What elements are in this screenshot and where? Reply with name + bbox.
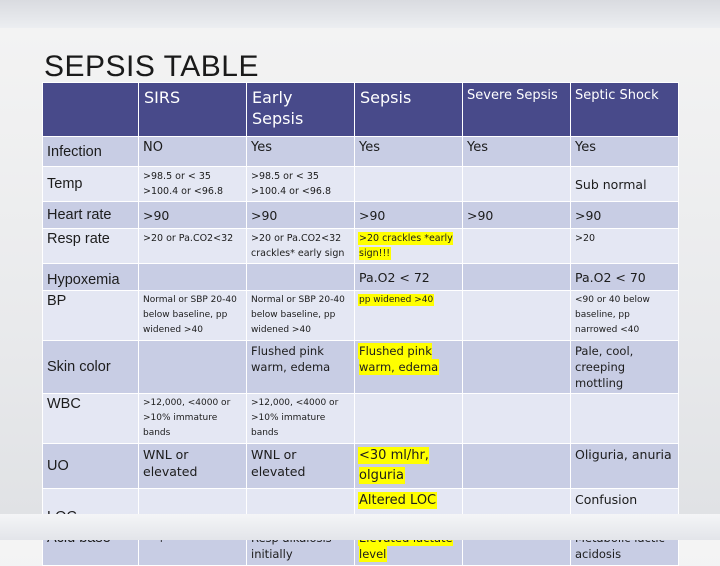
top-band (0, 0, 720, 28)
header-early-line2: Sepsis (252, 109, 304, 128)
cell-temp-severe (463, 167, 571, 202)
sepsis-loc-highlight: Altered LOC (359, 493, 437, 508)
row-label-wbc: WBC (43, 394, 139, 444)
cell-infection-early: Yes (247, 137, 355, 167)
table-row (43, 202, 679, 229)
cell-uo-sepsis (355, 444, 463, 489)
cell-hypoxemia-shock: Pa.O2 < 70 (571, 264, 679, 291)
header-early-sepsis (247, 83, 355, 137)
table-row (43, 264, 679, 291)
cell-wbc-severe (463, 394, 571, 444)
table-row (43, 341, 679, 394)
sepsis-skin-highlight: Flushed pink warm, edema (359, 344, 439, 374)
table-row (43, 229, 679, 264)
cell-infection-severe: Yes (463, 137, 571, 167)
cell-uo-early: WNL or elevated (247, 444, 355, 489)
cell-uo-sirs: WNL or elevated (139, 444, 247, 489)
table-row (43, 444, 679, 489)
cell-resp-rate-early: >20 or Pa.CO2<32 crackles* early sign (247, 229, 355, 264)
table-row (43, 167, 679, 202)
sepsis-table (42, 82, 679, 566)
cell-infection-sepsis: Yes (355, 137, 463, 167)
cell-hypoxemia-sepsis: Pa.O2 < 72 (355, 264, 463, 291)
sepsis-acid-highlight: level (359, 531, 453, 561)
sepsis-resp-highlight: >20 crackles *early sign!!! (359, 233, 453, 259)
cell-skin-sepsis (355, 341, 463, 394)
header-severe-sepsis: Severe Sepsis (463, 83, 571, 137)
cell-skin-shock: Pale, cool, creeping mottling (571, 341, 679, 394)
cell-temp-sepsis (355, 167, 463, 202)
table-header-row (43, 83, 679, 137)
cell-skin-severe (463, 341, 571, 394)
cell-heart-rate-early: >90 (247, 202, 355, 229)
row-label-skin-color: Skin color (43, 341, 139, 394)
cell-resp-rate-severe (463, 229, 571, 264)
slide-title: SEPSIS TABLE (44, 50, 259, 83)
sepsis-bp-highlight: pp widened >40 (359, 295, 434, 305)
row-label-hypoxemia: Hypoxemia (43, 264, 139, 291)
table-row (43, 394, 679, 444)
cell-temp-sirs: >98.5 or < 35 >100.4 or <96.8 (139, 167, 247, 202)
header-early-line1: Early (252, 88, 293, 107)
row-label-uo: UO (43, 444, 139, 489)
row-label-heart-rate: Heart rate (43, 202, 139, 229)
cell-heart-rate-sirs: >90 (139, 202, 247, 229)
row-label-resp-rate: Resp rate (43, 229, 139, 264)
table-row (43, 137, 679, 167)
cell-bp-shock: <90 or 40 below baseline, pp narrowed <40 (571, 291, 679, 341)
cell-hypoxemia-sirs (139, 264, 247, 291)
cell-acid-early: initially (247, 528, 355, 566)
cell-skin-early: Flushed pink warm, edema (247, 341, 355, 394)
cell-loc-shock: Confusion (571, 489, 679, 528)
cell-wbc-early: >12,000, <4000 or >10% immature bands (247, 394, 355, 444)
cell-resp-rate-sirs: >20 or Pa.CO2<32 (139, 229, 247, 264)
cell-hypoxemia-severe (463, 264, 571, 291)
cell-uo-severe (463, 444, 571, 489)
cell-bp-early: Normal or SBP 20-40 below baseline, pp widened >40 (247, 291, 355, 341)
cell-wbc-sepsis (355, 394, 463, 444)
cell-skin-sirs (139, 341, 247, 394)
header-corner (43, 83, 139, 137)
cell-wbc-sirs: >12,000, <4000 or >10% immature bands (139, 394, 247, 444)
sepsis-uo-highlight: <30 ml/hr, olguria (359, 448, 429, 483)
cell-temp-shock: Sub normal (571, 167, 679, 202)
cell-hypoxemia-early (247, 264, 355, 291)
bottom-bar (0, 514, 720, 540)
cell-bp-sepsis (355, 291, 463, 341)
table-row (43, 291, 679, 341)
cell-infection-shock: Yes (571, 137, 679, 167)
cell-heart-rate-severe: >90 (463, 202, 571, 229)
cell-resp-rate-shock: >20 (571, 229, 679, 264)
cell-bp-severe (463, 291, 571, 341)
header-septic-shock: Septic Shock (571, 83, 679, 137)
cell-acid-shock: acidosis (571, 528, 679, 566)
row-label-temp: Temp (43, 167, 139, 202)
cell-heart-rate-shock: >90 (571, 202, 679, 229)
cell-heart-rate-sepsis: >90 (355, 202, 463, 229)
cell-resp-rate-sepsis (355, 229, 463, 264)
cell-temp-early: >98.5 or < 35 >100.4 or <96.8 (247, 167, 355, 202)
header-sepsis: Sepsis (355, 83, 463, 137)
row-label-infection: Infection (43, 137, 139, 167)
cell-uo-shock: Oliguria, anuria (571, 444, 679, 489)
cell-infection-sirs: NO (139, 137, 247, 167)
header-sirs: SIRS (139, 83, 247, 137)
row-label-bp: BP (43, 291, 139, 341)
cell-wbc-shock (571, 394, 679, 444)
cell-bp-sirs: Normal or SBP 20-40 below baseline, pp widened >40 (139, 291, 247, 341)
